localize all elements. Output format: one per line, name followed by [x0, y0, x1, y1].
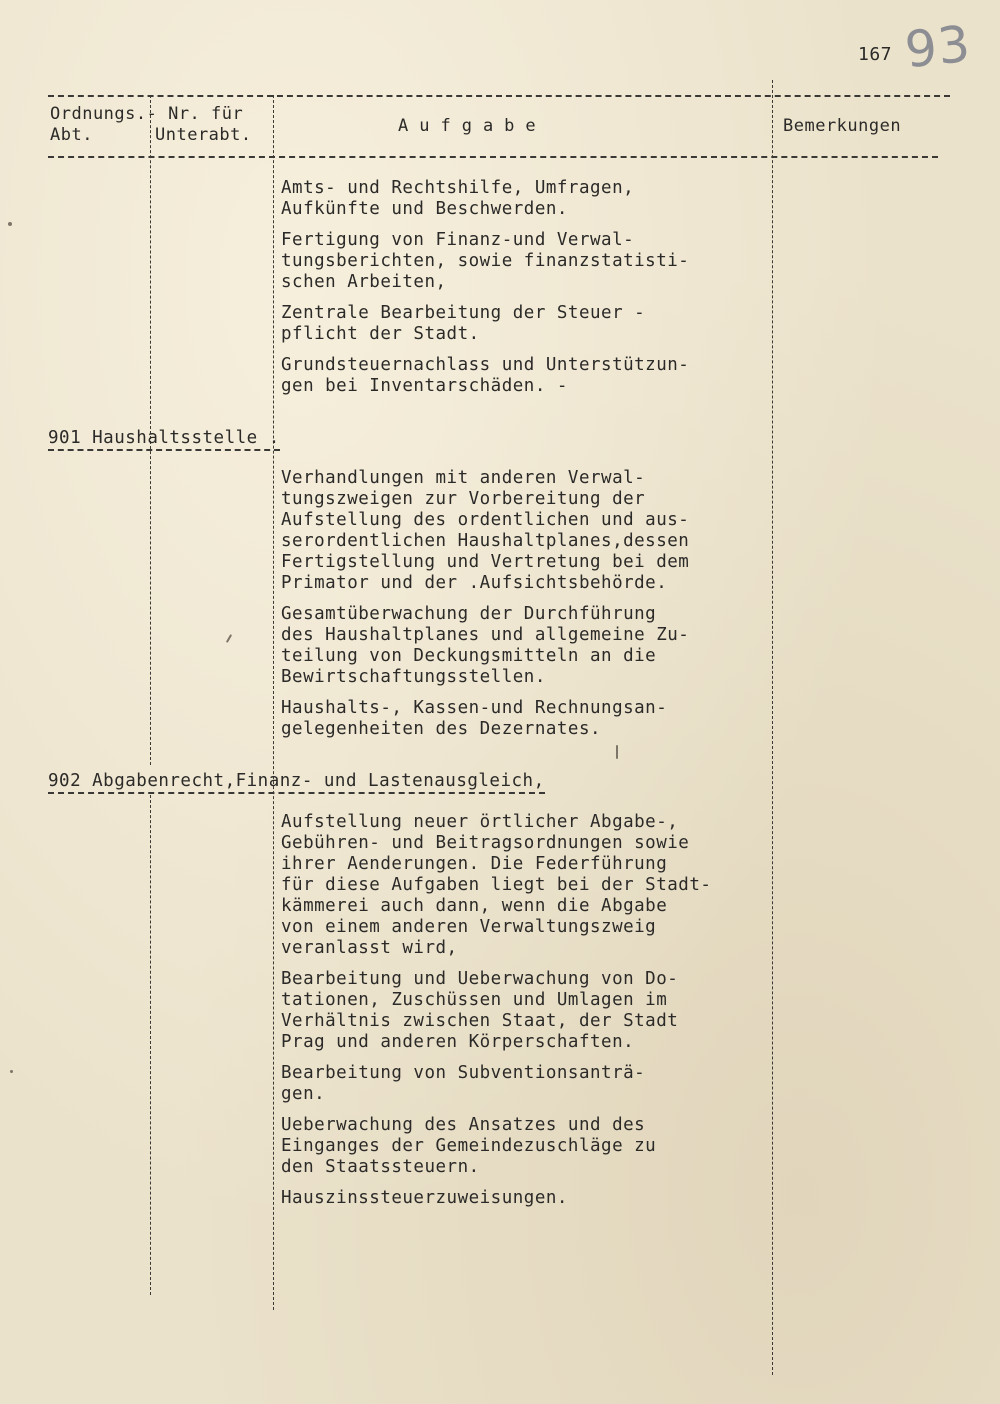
column-divider-2 [273, 95, 274, 1310]
column-divider-3 [772, 80, 773, 1375]
section-902-para-5: Hauszinssteuerzuweisungen. [281, 1188, 568, 1208]
section-902-para-2: Bearbeitung und Ueberwachung von Do- tationen, Zuschüssen und Umlagen im Verhältnis zwischen Staat, der Stadt Prag und anderen Körperschaften. [281, 969, 679, 1052]
column-divider-1-lower [150, 795, 151, 1295]
section-902-para-3: Bearbeitung von Subventionsanträ- gen. [281, 1063, 646, 1104]
intro-para-4: Grundsteuernachlass und Unterstützun- gen bei Inventarschäden. - [281, 355, 690, 396]
pencil-folio-mark: 93 [902, 14, 974, 80]
paper-speck [226, 634, 232, 643]
section-901-para-3: Haushalts-, Kassen-und Rechnungsan- gelegenheiten des Dezernates. [281, 698, 668, 739]
header-abt: Abt. [50, 125, 93, 145]
section-902-para-4: Ueberwachung des Ansatzes und des Einganges der Gemeindezuschläge zu den Staatssteuern. [281, 1115, 657, 1177]
header-unterabt: Unterabt. [155, 125, 252, 145]
section-901-para-2: Gesamtüberwachung der Durchführung des Haushaltplanes und allgemeine Zu- teilung von Deckungsmitteln an die Bewirtschaftungsstellen. [281, 604, 690, 687]
header-aufgabe: Aufgabe [398, 116, 547, 136]
section-902-block [281, 812, 711, 1209]
header-ordnungs-nr: Ordnungs.- Nr. für [50, 104, 244, 124]
intro-block [281, 178, 689, 397]
intro-para-2: Fertigung von Finanz-und Verwal- tungsberichten, sowie finanzstatisti- schen Arbeiten, [281, 230, 690, 292]
paper-speck [10, 1070, 13, 1073]
section-901-block [281, 468, 689, 740]
intro-para-3: Zentrale Bearbeitung der Steuer - pflicht der Stadt. [281, 303, 646, 344]
page-number: 167 [858, 44, 893, 65]
header-bottom-rule [48, 156, 938, 158]
header-bemerkungen: Bemerkungen [783, 116, 902, 136]
section-heading-902: 902 Abgabenrecht,Finanz- und Lastenausgleich, [48, 771, 545, 794]
paper-speck [616, 745, 618, 759]
intro-para-1: Amts- und Rechtshilfe, Umfragen, Aufkünfte und Beschwerden. [281, 178, 635, 219]
section-901-para-1: Verhandlungen mit anderen Verwal- tungszweigen zur Vorbereitung der Aufstellung des ordentlichen und aus- serordentlichen Haushaltplanes,dessen Fertigstellung und Vertretung bei dem Primator und der .Aufsichtsbehörde. [281, 468, 690, 593]
paper-speck [8, 222, 12, 226]
section-heading-901: 901 Haushaltsstelle . [48, 428, 280, 451]
header-top-rule [48, 95, 950, 97]
section-902-para-1: Aufstellung neuer örtlicher Abgabe-, Gebühren- und Beitragsordnungen sowie ihrer Aenderungen. Die Federführung für diese Aufgaben liegt bei der Stadt- kämmerei auch dann, wenn die Abgabe von einem anderen Verwaltungszweig veranlasst wird, [281, 812, 712, 958]
